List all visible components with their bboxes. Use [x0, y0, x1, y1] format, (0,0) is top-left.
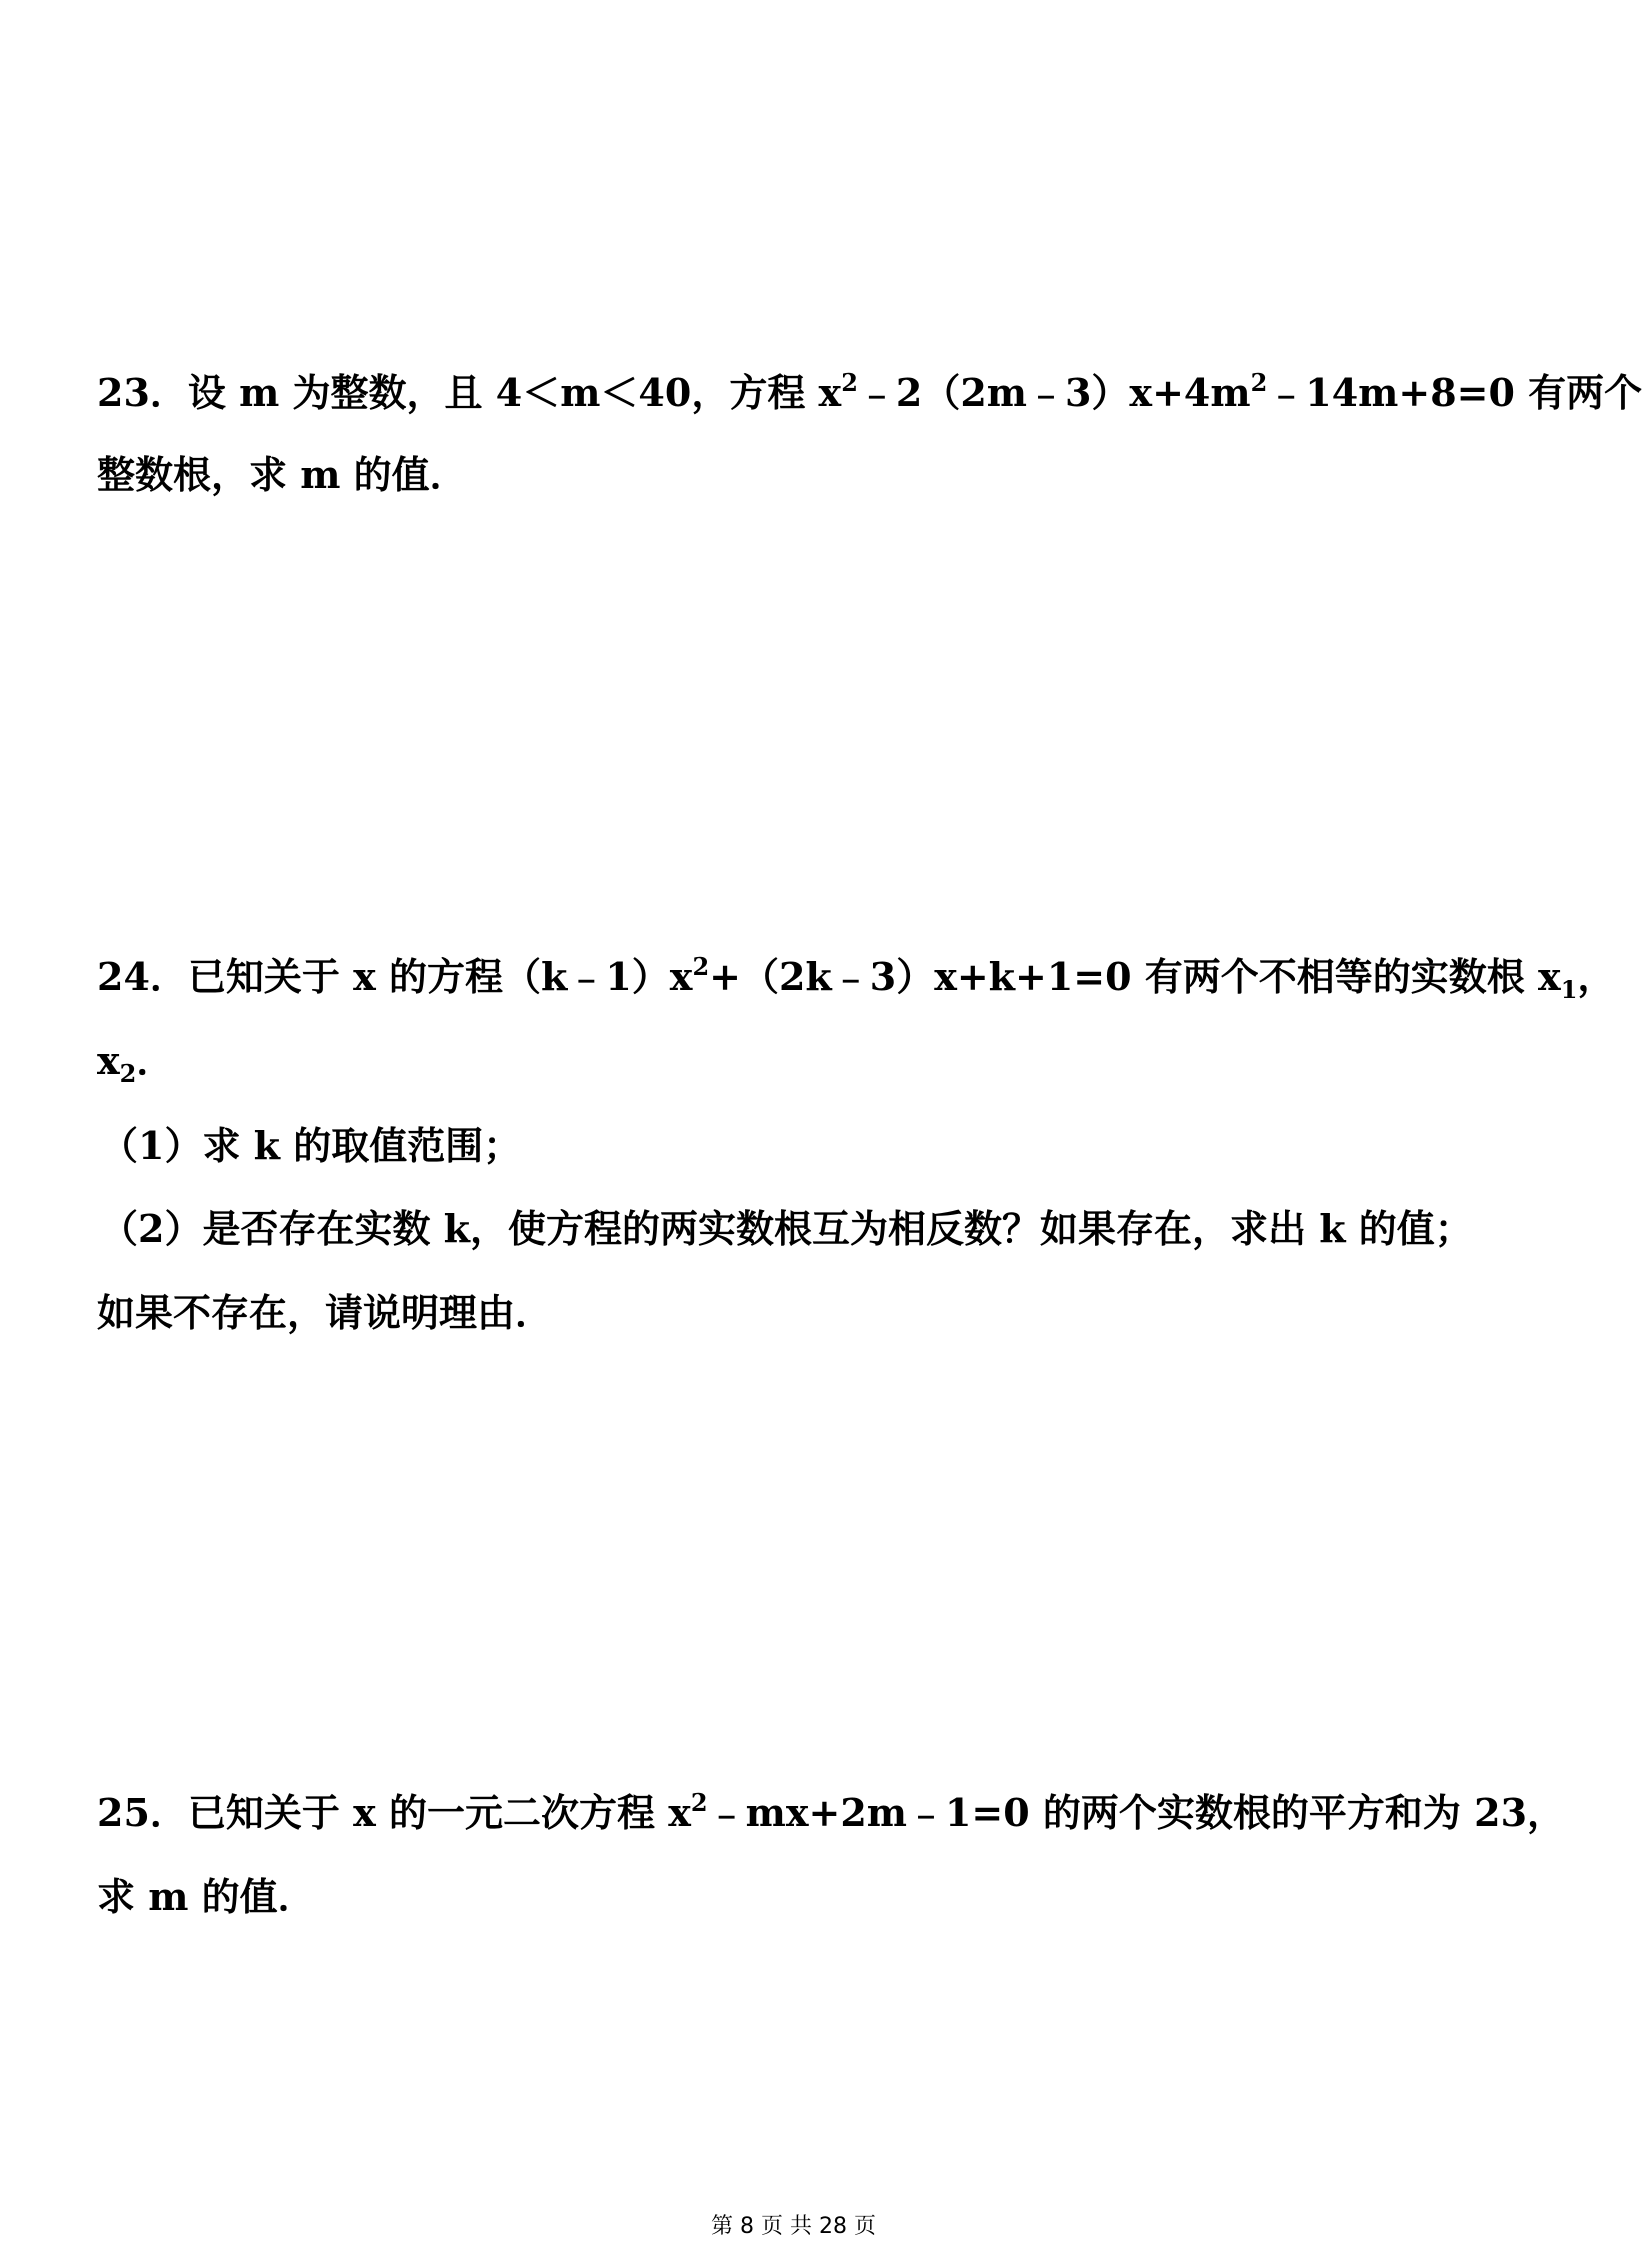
question-25-exponent: 2: [690, 1788, 708, 1817]
question-24-period: ．: [136, 1038, 175, 1083]
question-25-line-2: 求 m 的值．: [97, 1874, 316, 1919]
question-24-text-a: ．已知关于 x 的方程（k﹣1）x: [149, 954, 693, 999]
question-24-exponent: 2: [692, 952, 710, 981]
question-23-text-b: ﹣2（2m﹣3）x+4m: [857, 370, 1251, 415]
question-23-line-2: 整数根，求 m 的值．: [97, 452, 468, 497]
page-footer: 第 8 页 共 28 页: [711, 2214, 876, 2239]
question-24-subscript-1: 1: [1560, 975, 1578, 1004]
question-23-exponent-1: 2: [841, 368, 858, 397]
question-25-number: 25: [97, 1790, 150, 1835]
question-23-text-a: ．设 m 为整数，且 4＜m＜40，方程 x: [149, 370, 842, 415]
question-24-line-1: [97, 952, 1615, 1002]
question-23-exponent-2: 2: [1250, 368, 1268, 397]
question-24-x2: x: [97, 1038, 120, 1083]
question-23-line-1: [97, 368, 1642, 418]
question-24-text-b: +（2k﹣3）x+k+1=0 有两个不相等的实数根 x: [709, 954, 1561, 999]
question-25-text-b: ﹣mx+2m﹣1=0 的两个实数根的平方和为 23，: [707, 1790, 1566, 1835]
question-23-text-c: ﹣14m+8=0 有两个: [1267, 370, 1642, 415]
question-24-subscript-2: 2: [119, 1059, 137, 1088]
question-24-part-2-line-2: 如果不存在，请说明理由．: [97, 1290, 554, 1335]
question-24-part-2-line-1: （2）是否存在实数 k，使方程的两实数根互为相反数？如果存在，求出 k 的值；: [100, 1206, 1473, 1251]
question-24-number: 24: [97, 954, 150, 999]
question-23-number: 23: [97, 370, 150, 415]
question-25-text-a: ．已知关于 x 的一元二次方程 x: [149, 1790, 691, 1835]
question-24-part-1: （1）求 k 的取值范围；: [100, 1123, 522, 1168]
question-24-line-2: [97, 1036, 174, 1086]
question-25-line-1: [97, 1788, 1565, 1838]
question-24-text-c: ，: [1577, 954, 1616, 999]
